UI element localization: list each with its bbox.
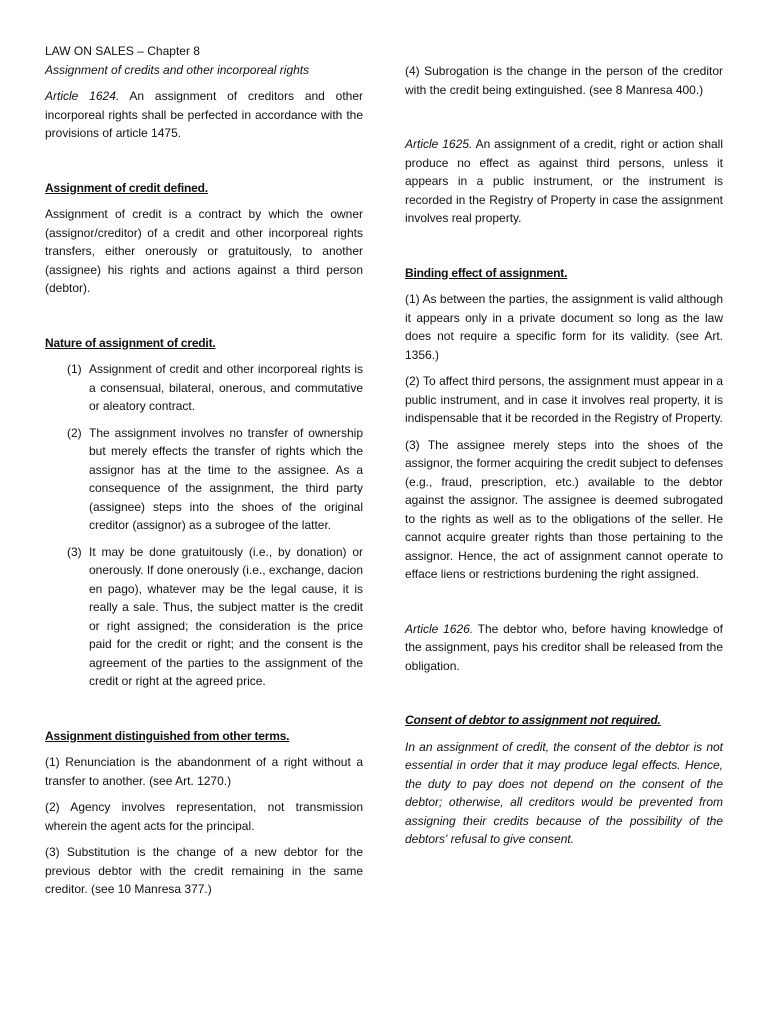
- heading-binding: Binding effect of assignment.: [405, 265, 568, 280]
- nature-item-num: (3): [67, 544, 82, 559]
- right-column: [405, 62, 723, 849]
- nature-item: [67, 360, 363, 416]
- nature-item-text: The assignment involves no transfer of ownership but merely effects the transfer of rights which the assignor has at the time to the assignee. As a consequence of the assignment, the third party (assignee) steps into the shoes of the original creditor (assignor) as a subrogee of the latter.: [89, 425, 363, 532]
- heading-consent: Consent of debtor to assignment not required.: [405, 713, 661, 727]
- nature-item: [67, 543, 363, 691]
- article-1626: [405, 620, 723, 676]
- article-1625-text: An assignment of a credit, right or action shall produce no effect as against third persons, unless it appears in a public instrument, or the instrument is recorded in the Registry of Property in case the assignment involves real property.: [405, 137, 724, 225]
- nature-item: [67, 424, 363, 535]
- heading-distinguished: Assignment distinguished from other terms.: [45, 728, 290, 743]
- distinction-2: (2) Agency involves representation, not transmission wherein the agent acts for the principal.: [45, 800, 363, 833]
- distinction-4: (4) Subrogation is the change in the person of the creditor with the credit being extinguished. (see 8 Manresa 400.): [405, 64, 723, 97]
- article-1625: [405, 135, 723, 228]
- consent-text: In an assignment of credit, the consent of the debtor is not essential in order that it may produce legal effects. Hence, the duty to pay does not depend on the consent of the debtor; otherwise, all creditors would be prevented from assigning their credits because of the possibility of the debtors' refusal to give consent.: [405, 739, 723, 846]
- binding-2: (2) To affect third persons, the assignment must appear in a public instrument, and in case it involves real property, it is indispensable that it be recorded in the Registry of Property.: [405, 374, 723, 425]
- defined-text: Assignment of credit is a contract by which the owner (assignor/creditor) of a credit and other incorporeal rights transfers, either onerously or gratuitously, to another (assignee) his rights and actions against a third person (debtor).: [45, 207, 363, 295]
- article-1625-label: Article 1625.: [405, 137, 473, 151]
- heading-defined: Assignment of credit defined.: [45, 180, 208, 195]
- distinction-3: (3) Substitution is the change of a new debtor for the previous debtor with the credit remaining in the same creditor. (see 10 Manresa 377.): [45, 845, 363, 896]
- binding-3: (3) The assignee merely steps into the shoes of the assignor, the former acquiring the credit subject to defenses (e.g., fraud, prescription, etc.) available to the debtor against the assignor. The assignee is deemed subrogated to the rights as well as to the obligations of the seller. He cannot acquire greater rights than those pertaining to the assignor. Hence, the act of assignment cannot operate to efface liens or restrictions burdening the right assigned.: [405, 437, 723, 581]
- article-1624-text: An assignment of creditors and other incorporeal rights shall be perfected in accordance with the provisions of article 1475.: [45, 89, 364, 140]
- nature-item-text: It may be done gratuitously (i.e., by donation) or onerously. If done onerously (i.e., exchange, dacion en pago), whatever may be the legal cause, it is really a sale. Thus, the subject matter is the credit or right assigned; the consideration is the price paid for the credit or right; and the consent is the agreement of the parties to the assignment of the credit or right at the agreed price.: [89, 544, 363, 688]
- distinction-1: (1) Renunciation is the abandonment of a right without a transfer to another. (see Art. 1270.): [45, 755, 363, 788]
- heading-nature: Nature of assignment of credit.: [45, 335, 216, 350]
- document-title: LAW ON SALES – Chapter 8: [45, 44, 200, 58]
- nature-item-num: (1): [67, 362, 82, 376]
- article-1626-label: Article 1626.: [405, 621, 474, 636]
- article-1626-text: The debtor who, before having knowledge of the assignment, pays his creditor shall be released from the obligation.: [405, 621, 724, 673]
- article-1624-label: Article 1624.: [45, 89, 120, 103]
- nature-item-num: (2): [67, 425, 82, 440]
- nature-list: [45, 360, 363, 691]
- article-1624: [45, 87, 363, 143]
- nature-item-text: Assignment of credit and other incorporeal rights is a consensual, bilateral, onerous, and commutative or aleatory contract.: [89, 362, 363, 413]
- left-column: [45, 42, 363, 899]
- document-subtitle: Assignment of credits and other incorporeal rights: [45, 62, 310, 77]
- binding-1: (1) As between the parties, the assignment is valid although it appears only in a private document so long as the law does not require a specific form for its validity. (see Art. 1356.): [405, 292, 723, 362]
